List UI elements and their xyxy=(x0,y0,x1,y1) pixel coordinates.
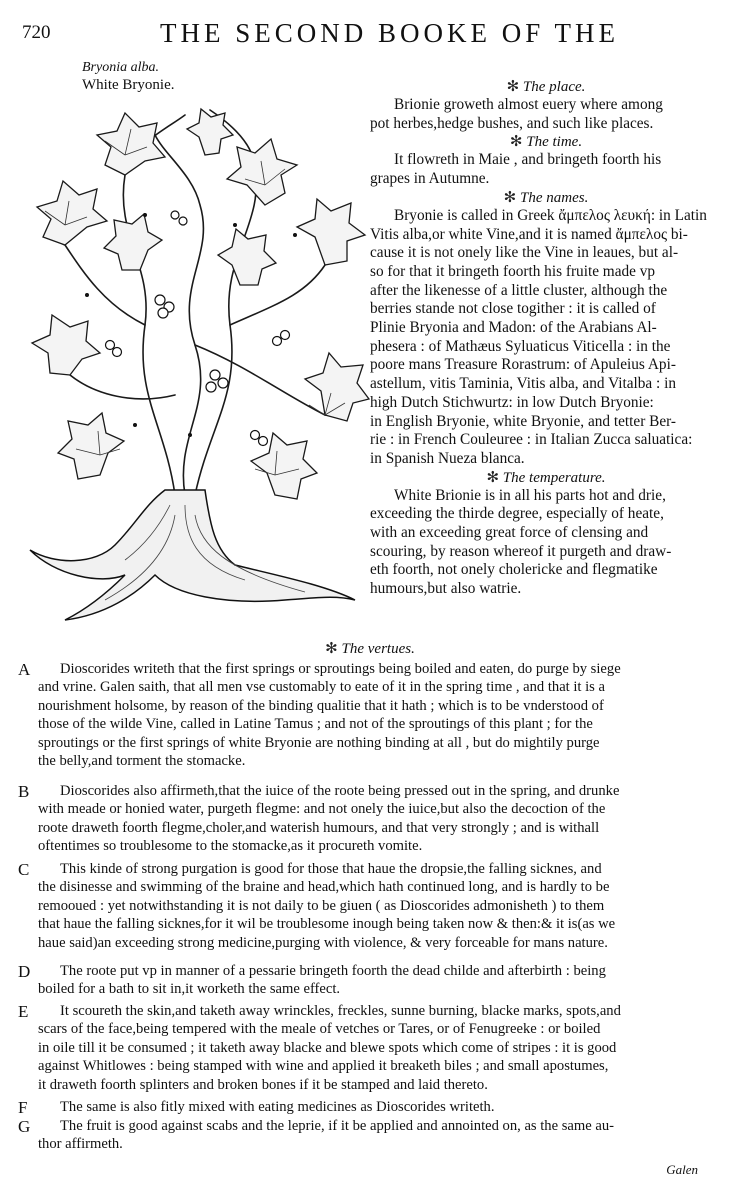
vertue-text: The roote put vp in manner of a pessarie bringeth foorth the dead childe and afterbirth : being boiled for a bath to sit in,it worketh the same effect. xyxy=(38,963,606,998)
margin-letter: F xyxy=(18,1098,28,1117)
page-number: 720 xyxy=(22,22,51,43)
plate-english-label: White Bryonie. xyxy=(82,77,175,93)
plate-latin-label: Bryonia alba. xyxy=(82,60,159,75)
vertue-text: It scoureth the skin,and taketh away wrinckles, freckles, sunne burning, blacke marks, spots,and scars of the face,being tempered with the meale of vetches or Tares, or of Fenugreeke : or boiled in oile till it be consumed ; it taketh away blacke and blewe spots which come of stripes : it is good against Whitlowes : being stamped with wine and applied it breaketh biles ; and small apostumes, it draweth foorth splinters and broken bones if it be stamped and laid thereto. xyxy=(38,1003,621,1093)
margin-letter: B xyxy=(18,782,30,801)
vertue-text: Dioscorides writeth that the first springs or sproutings being boiled and eaten, do purge by siege and vrine. Galen saith, that all men vse customably to eate of it in the spring time , and that it is a nourishment holsome, by reason of the binding qualitie that it hath ; which is to be vnderstood of those of the wilde Vine, called in Latine Tamus ; and not of the sproutings of this plant ; for the sproutings or the first springs of white Bryonie are nothing binding at all , but do mightily purge the belly,and torment the stomacke. xyxy=(38,661,621,770)
paragraph-temperature: White Brionie is in all his parts hot and drie, exceeding the thirde degree, especially of heate, with an exceeding great force of clensing and scouring, by reason whereof it purgeth and draw- eth foorth, not onely cholericke and flegmatike humours,but also watrie. xyxy=(370,486,672,598)
heading-temperature: ✻ The temperature. xyxy=(486,469,606,486)
heading-names: ✻ The names. xyxy=(503,189,589,206)
paragraph-place: Brionie groweth almost euery where among pot herbes,hedge bushes, and such like places. xyxy=(370,96,663,132)
asterisk-icon: ✻ xyxy=(506,79,523,95)
running-title: THE SECOND BOOKE OF THE xyxy=(160,18,620,48)
catchword: Galen xyxy=(666,1162,698,1177)
asterisk-icon: ✻ xyxy=(509,134,527,151)
vertue-text: The same is also fitly mixed with eating medicines as Dioscorides writeth. xyxy=(60,1099,495,1115)
margin-letter: G xyxy=(18,1117,31,1136)
asterisk-icon: ✻ xyxy=(325,641,342,657)
right-column-text xyxy=(370,78,722,599)
margin-letter: E xyxy=(18,1002,29,1021)
bryony-woodcut-illustration xyxy=(25,95,370,630)
vertue-text: This kinde of strong purgation is good for those that haue the dropsie,the falling sicknes, and the disinesse and swimming of the braine and head,which hath continued long, and is hardly to be remooued : yet notwithstanding it is not daily to be giuen ( as Dioscorides admonisheth ) to them that haue the falling sicknes,for it wil be troublesome inough being taken now & then:& it is(as we haue said)an exceeding strong medicine,purging with violence, & very forceable for mans nature. xyxy=(38,861,616,951)
asterisk-icon: ✻ xyxy=(486,469,503,486)
vertue-text: The fruit is good against scabs and the leprie, if it be applied and annointed on, as the same au- thor affirmeth. xyxy=(38,1118,614,1153)
heading-place: ✻ The place. xyxy=(506,79,586,95)
paragraph-names: Bryonie is called in Greek ἄμπελος λευκή: in Latin Vitis alba,or white Vine,and it is named ἄμπελος bi- cause it is not onely like the Vine in leaues, but al- so for that it bringeth foorth his fruite made vp after the likenesse of a little cluster, although the berries stande not close togither : it is called of Plinie Bryonia and Madon: of the Arabians Al- phesera : of Mathæus Syluaticus Viticella : in the poore mans Treasure Rorastrum: of Apuleius Api- astellum, vitis Taminia, Vitis alba, and Vitalba : in high Dutch Stichwurtz: in low Dutch Bryonie: in English Bryonie, white Bryonie, and tetter Ber- rie : in French Couleuree : in Italian Zucca saluatica: in Spanish Nueza blanca. xyxy=(370,206,707,467)
vertue-text: Dioscorides also affirmeth,that the iuice of the roote being pressed out in the spring, and drunke with meade or honied water, purgeth flegme: and not onely the iuice,but also the decoction of the roote draweth foorth flegme,choler,and waterish humours, and that very strongly ; and is withall oftentimes so troublesome to the stomacke,as it procureth vomite. xyxy=(38,783,620,855)
heading-vertues: ✻ The vertues. xyxy=(325,641,415,657)
margin-letter: A xyxy=(18,660,31,679)
margin-letter: D xyxy=(18,962,31,981)
asterisk-icon: ✻ xyxy=(503,189,520,206)
paragraph-time: It flowreth in Maie , and bringeth foorth his grapes in Autumne. xyxy=(370,151,662,188)
margin-letter: C xyxy=(18,860,30,879)
heading-time: ✻ The time. xyxy=(509,134,583,151)
